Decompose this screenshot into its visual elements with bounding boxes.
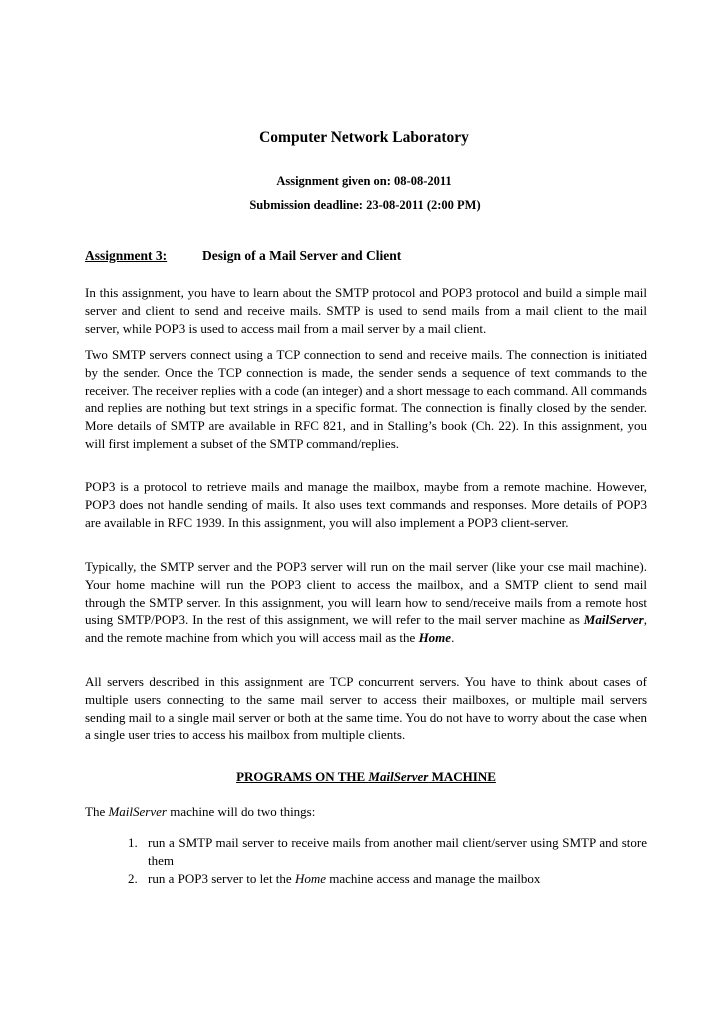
paragraph-setup-text-1: Typically, the SMTP server and the POP3 server will run on the mail server (like your cse mail machine). Your home machine will run the POP3 client to access the mailbox, and a SMTP client to send mail through the SMTP server. In this assignment, you will learn how to send/receive mails from a remote host using SMTP/POP3. In the rest of this assignment, we will refer to the mail server machine as xyxy=(85,559,647,628)
list-item-text-2: machine access and manage the mailbox xyxy=(326,870,541,886)
list-item-text: run a SMTP mail server to receive mails from another mail client/server using SMTP and store them xyxy=(148,835,647,868)
section-heading-mailserver-term: MailServer xyxy=(368,769,429,784)
mailserver-task-list xyxy=(128,834,647,887)
intro-text-1: The xyxy=(85,804,109,819)
intro-mailserver-term: MailServer xyxy=(108,804,167,819)
home-term: Home xyxy=(418,630,452,646)
paragraph-concurrency: All servers described in this assignment are TCP concurrent servers. You have to think about cases of multiple users connecting to the same mail server to access their mailboxes, or multiple mail servers sending mail to a single mail server or both at the same time. You do not have to worry about the case when a single user tries to access his mailbox from multiple clients. xyxy=(85,674,647,743)
paragraph-intro: In this assignment, you have to learn about the SMTP protocol and POP3 protocol and build a simple mail server and client to send and receive mails. SMTP is used to send mails from a mail client to the mail server, while POP3 is used to access mail from a mail server by a mail client. xyxy=(85,285,647,336)
assignment-label: Assignment 3: xyxy=(85,248,168,263)
assignment-given-date: Assignment given on: 08-08-2011 xyxy=(276,174,452,188)
paragraph-setup-text-2: , and the remote machine from which you will access mail as the xyxy=(85,612,647,646)
list-item-number: 1. xyxy=(128,835,138,850)
paragraph-setup xyxy=(85,558,647,647)
assignment-heading xyxy=(85,248,402,264)
list-item-number: 2. xyxy=(128,870,138,886)
list-item-text-1: run a POP3 server to let the xyxy=(148,870,295,886)
mailserver-intro xyxy=(85,804,315,820)
submission-deadline: Submission deadline: 23-08-2011 (2:00 PM) xyxy=(249,198,481,212)
assignment-title: Design of a Mail Server and Client xyxy=(202,248,402,263)
list-item-home-term: Home xyxy=(294,870,326,886)
document-title: Computer Network Laboratory xyxy=(259,129,469,146)
section-heading-text-1: PROGRAMS ON THE xyxy=(236,769,369,784)
list-item xyxy=(128,834,647,870)
mailserver-term: MailServer xyxy=(583,612,644,628)
paragraph-setup-text-3: . xyxy=(451,630,455,646)
list-item xyxy=(128,870,647,888)
intro-text-2: machine will do two things: xyxy=(166,804,316,819)
paragraph-smtp: Two SMTP servers connect using a TCP connection to send and receive mails. The connection is initiated by the sender. Once the TCP connection is made, the sender sends a sequence of text commands to the receiver. The receiver replies with a code (an integer) and a short message to each command. All commands and replies are nothing but text strings in a specific format. The connection is finally closed by the sender. More details of SMTP are available in RFC 821, and in Stalling’s book (Ch. 22). In this assignment, you will first implement a subset of the SMTP command/replies. xyxy=(85,347,647,451)
section-heading-mailserver xyxy=(0,769,720,785)
paragraph-pop3: POP3 is a protocol to retrieve mails and manage the mailbox, maybe from a remote machine. However, POP3 does not handle sending of mails. It also uses text commands and responses. More details of POP3 are available in RFC 1939. In this assignment, you will also implement a POP3 client-server. xyxy=(85,479,647,530)
section-heading-text-2: MACHINE xyxy=(428,769,496,784)
